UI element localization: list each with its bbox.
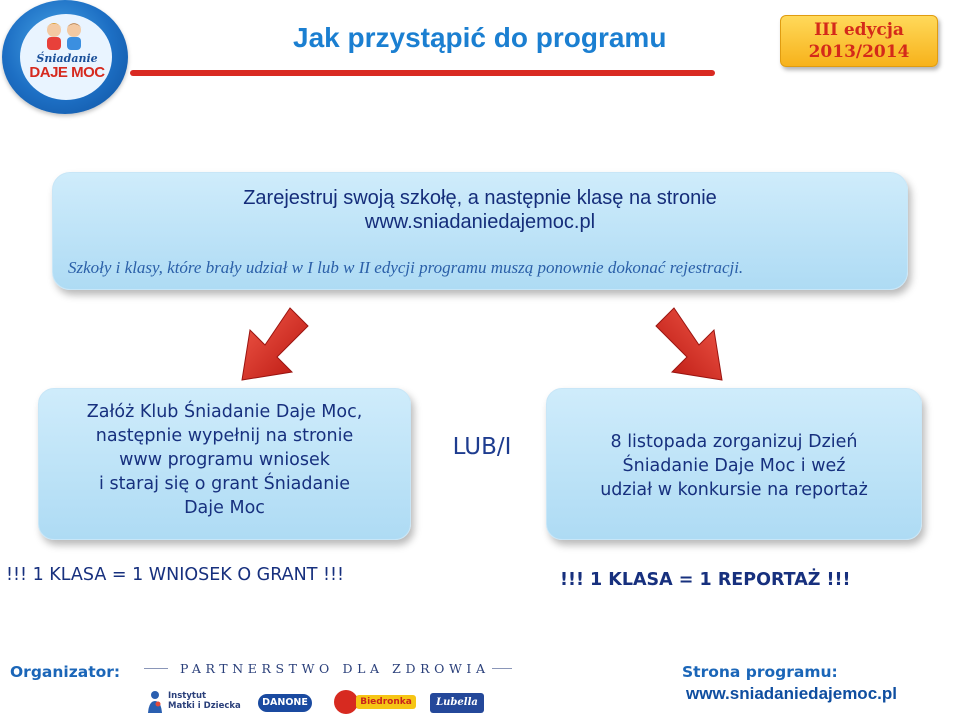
report-option-box	[546, 388, 922, 540]
or-and-separator: LUB/I	[452, 434, 512, 460]
imid-line-2: Matki i Dziecka	[168, 701, 241, 711]
edition-label: III edycja	[814, 20, 904, 40]
report-line-1: 8 listopada zorganizuj Dzień	[610, 432, 858, 452]
grant-line-1: Załóż Klub Śniadanie Daje Moc,	[86, 402, 363, 422]
report-rule-note: !!! 1 KLASA = 1 REPORTAŻ !!!	[560, 570, 851, 590]
partners-rule-left	[144, 668, 168, 669]
program-logo	[2, 0, 128, 114]
grant-option-box	[38, 388, 411, 540]
mother-child-icon	[146, 690, 164, 714]
partners-rule-right	[492, 668, 512, 669]
imid-name	[168, 691, 241, 711]
registration-url[interactable]: www.sniadaniedajemoc.pl	[364, 211, 596, 233]
grant-line-2: następnie wypełnij na stronie	[95, 426, 354, 446]
page-title: Jak przystąpić do programu	[293, 22, 667, 53]
partner-logo-imid	[146, 690, 242, 714]
grant-line-3: www programu wniosek	[119, 450, 330, 470]
partner-logo-biedronka	[334, 690, 420, 714]
organizer-label: Organizator:	[10, 663, 121, 681]
logo-text-top: Śniadanie	[36, 52, 98, 65]
registration-note: Szkoły i klasy, które brały udział w I lub w II edycji programu muszą ponownie dokonać rejestracji.	[68, 258, 744, 277]
registration-text: Zarejestruj swoją szkołę, a następnie klasę na stronie	[243, 187, 717, 209]
title-underline	[130, 70, 715, 76]
edition-badge	[780, 15, 938, 67]
grant-line-5: Daje Moc	[184, 498, 265, 518]
edition-year: 2013/2014	[808, 42, 910, 62]
grant-line-4: i staraj się o grant Śniadanie	[99, 474, 350, 494]
children-illustration-icon	[42, 20, 88, 50]
arrow-down-left-icon	[232, 300, 322, 390]
partner-logo-lubella: Lubella	[430, 693, 484, 713]
partner-logo-danone: DANONE	[258, 694, 312, 712]
logo-text-bottom: DAJE MOC	[29, 64, 105, 81]
imid-line-1: Instytut	[168, 691, 207, 701]
program-site-url[interactable]: www.sniadaniedajemoc.pl	[686, 684, 897, 703]
arrow-down-right-icon	[642, 300, 732, 390]
partners-title: PARTNERSTWO DLA ZDROWIA	[180, 661, 490, 676]
report-line-3: udział w konkursie na reportaż	[600, 480, 868, 500]
registration-box	[52, 172, 908, 290]
report-line-2: Śniadanie Daje Moc i weź	[622, 456, 846, 476]
biedronka-name: Biedronka	[356, 695, 416, 709]
ladybug-icon	[334, 690, 358, 714]
program-site-label: Strona programu:	[682, 663, 838, 681]
grant-rule-note: !!! 1 KLASA = 1 WNIOSEK O GRANT !!!	[6, 565, 345, 585]
